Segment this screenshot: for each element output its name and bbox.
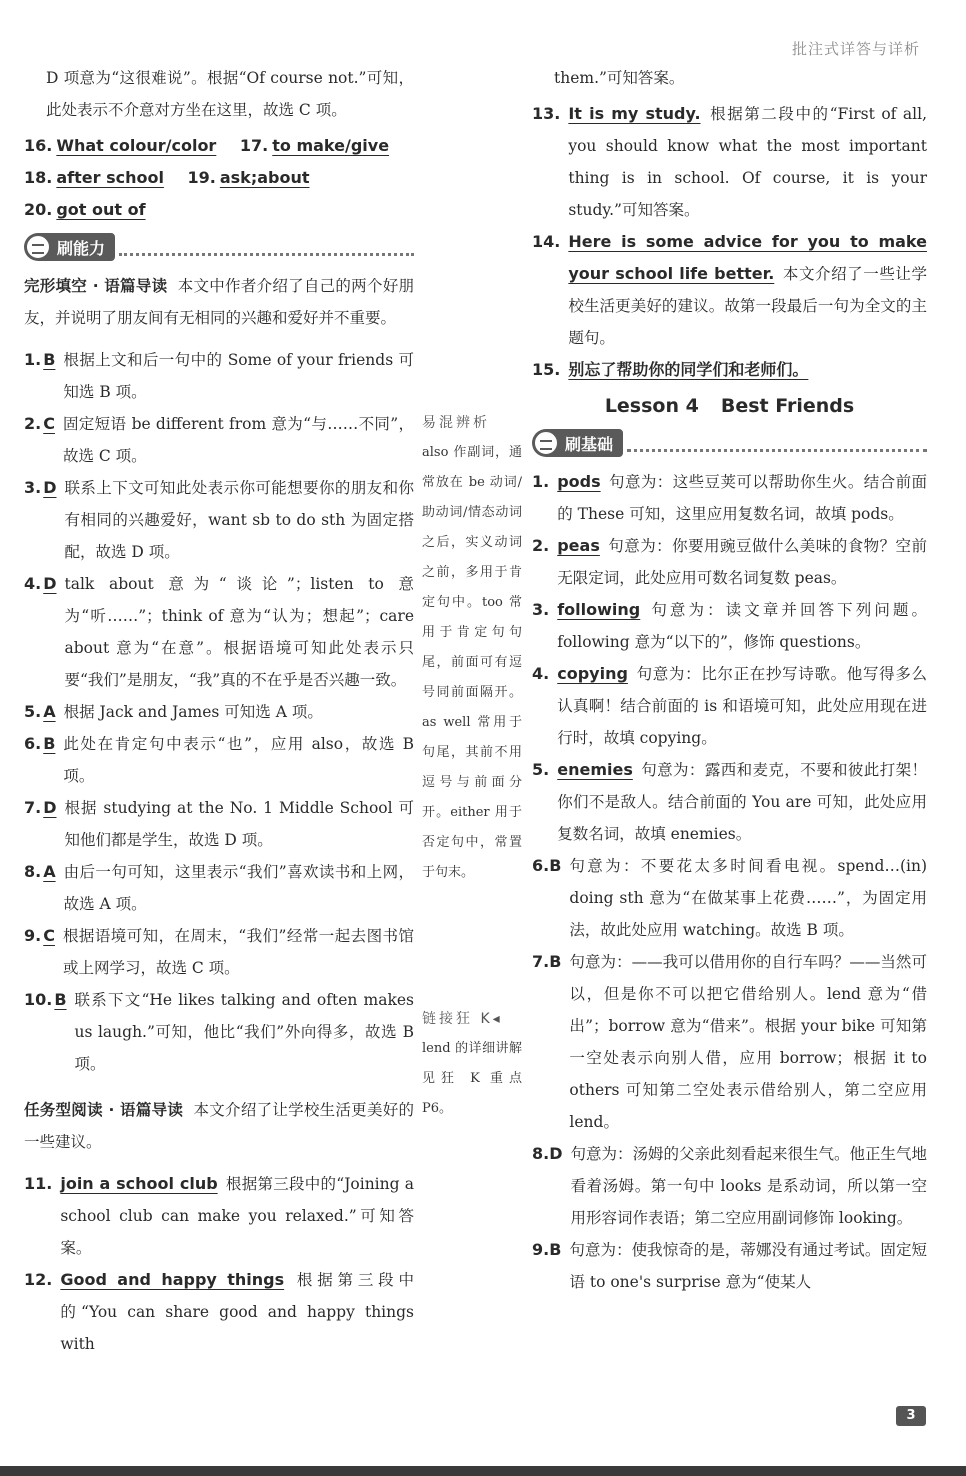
continued-paragraph: them.”可知答案。 xyxy=(554,69,685,87)
list-item: 15. 别忘了帮助你的同学们和老师们。 xyxy=(532,360,809,379)
list-item: 3. following 句意为：读文章并回答下列问题。following 意为“以下的”，修饰 questions。 xyxy=(532,600,927,651)
short-answers xyxy=(24,130,414,226)
cloze-items xyxy=(24,344,414,1080)
list-item: 6.B 句意为：不要花太多时间看电视。spend…(in) doing sth 意为“在做某事上花费……”，为固定用法，故此处应用 watching。故选 B 项。 xyxy=(532,856,927,939)
side-note-title-link: 链接狂 K◂ xyxy=(422,1011,503,1027)
cloze-intro: 完形填空 · 语篇导读 本文中作者介绍了自己的两个好朋友，并说明了朋友间有无相同的兴趣和爱好并不重要。 xyxy=(24,277,414,327)
dotted-rule xyxy=(119,239,414,256)
running-header: 批注式详答与详析 xyxy=(791,40,920,58)
list-item: 1. pods 句意为：这些豆荚可以帮助你生火。结合前面的 These 可知，这里应用复数名词，故填 pods。 xyxy=(532,472,927,523)
section-tag-ability: 刷能力 xyxy=(24,232,414,262)
continued-paragraph: D 项意为“这很难说”。根据“Of course not.”可知，此处表示不介意对方坐在这里，故选 C 项。 xyxy=(46,69,414,119)
right-column xyxy=(532,62,927,1298)
task-items xyxy=(24,1168,414,1360)
answer-17: to make/give xyxy=(272,136,390,155)
list-item: 3. D 联系上下文可知此处表示你可能想要你的朋友和你有相同的兴趣爱好，want sb to do sth 为固定搭配，故选 D 项。 xyxy=(24,478,414,561)
list-item: 7.B 句意为：——我可以借用你的自行车吗？——当然可以，但是你不可以把它借给别人。lend 意为“借出”；borrow 意为“借来”。根据 your bike 可知第一空处表示向别人借，应用 borrow；根据 it to others 可知第二空处表示借给别人，第二空应用 lend。 xyxy=(532,952,927,1131)
list-item: 5. enemies 句意为：露西和麦克，不要和彼此打架！你们不是敌人。结合前面的 You are 可知，此处应用复数名词，故填 enemies。 xyxy=(532,760,927,843)
basic-items xyxy=(532,466,927,1298)
list-item: 4. copying 句意为：比尔正在抄写诗歌。他写得多么认真啊！结合前面的 is 和语境可知，此处应用现在进行时，故填 copying。 xyxy=(532,664,927,747)
list-item: 5. A 根据 Jack and James 可知选 A 项。 xyxy=(24,702,323,721)
section-tag-basic: 刷基础 xyxy=(532,428,927,458)
list-item: 14. Here is some advice for you to make your school life better. 本文介绍了一些让学校生活更美好的建议。故第一段最后一句为全文的主题句。 xyxy=(532,232,927,347)
list-item: 2. peas 句意为：你要用豌豆做什么美味的食物？空前无限定词，此处应用可数名词复数 peas。 xyxy=(532,536,927,587)
answer-16: What colour/color xyxy=(56,136,217,155)
side-note-text: also 作副词，通常放在 be 动词/助动词/情态动词之后，实义动词之前，多用于肯定句中。too 常用于肯定句句尾，前面可有逗号同前面隔开。as well 常用于句尾，其前不用逗号与前面分开。either 用于否定句中，常置于句末。 xyxy=(422,445,522,880)
brush-icon xyxy=(533,430,559,456)
brush-icon xyxy=(25,234,51,260)
list-item: 9.B 句意为：使我惊奇的是，蒂娜没有通过考试。固定短语 to one's surprise 意为“使某人 xyxy=(532,1240,927,1291)
list-item: 11. join a school club 根据第三段中的“Joining a school club can make you relaxed.”可知答案。 xyxy=(24,1174,414,1257)
answer-line: 18. after school 19. ask;about xyxy=(24,168,310,187)
list-item: 9. C 根据语境可知，在周末，“我们”经常一起去图书馆或上网学习，故选 C 项。 xyxy=(24,926,414,977)
answer-20: got out of xyxy=(56,200,146,219)
list-item: 10. B 联系下文“He likes talking and often makes us laugh.”可知，他比“我们”外向得多，故选 B 项。 xyxy=(24,990,414,1073)
task-items-cont xyxy=(532,98,927,386)
side-note-title: 易混辨析 xyxy=(422,415,490,431)
answer-19: ask;about xyxy=(219,168,310,187)
list-item: 2. C 固定短语 be different from 意为“与……不同”，故选 C 项。 xyxy=(24,414,414,465)
task-intro: 任务型阅读 · 语篇导读 本文介绍了让学校生活更美好的一些建议。 xyxy=(24,1101,414,1151)
list-item: 8.D 句意为：汤姆的父亲此刻看起来很生气。他正生气地看着汤姆。第一句中 looks 是系动词，所以第一空用形容词作表语；第二空应用副词修饰 looking。 xyxy=(532,1144,928,1227)
answer-line: 16. What colour/color 17. to make/give xyxy=(24,136,390,155)
page-number: 3 xyxy=(896,1406,926,1426)
list-item: 13. It is my study. 根据第二段中的“First of all, you should know what the most important thing is in school. Of course, it is your study.”可知答案。 xyxy=(532,104,928,219)
answer-line: 20. got out of xyxy=(24,200,146,219)
list-item: 6. B 此处在肯定句中表示“也”，应用 also，故选 B 项。 xyxy=(24,734,414,785)
lesson-title: Lesson 4 Best Friends xyxy=(604,395,855,417)
answer-18: after school xyxy=(56,168,164,187)
dotted-rule xyxy=(627,435,927,452)
list-item: 8. A 由后一句可知，这里表示“我们”喜欢读书和上网，故选 A 项。 xyxy=(24,862,414,913)
list-item: 12. Good and happy things 根据第三段中的“You can share good and happy things with xyxy=(24,1270,414,1353)
list-item: 7. D 根据 studying at the No. 1 Middle School 可知他们都是学生，故选 D 项。 xyxy=(24,798,414,849)
list-item: 1. B 根据上文和后一句中的 Some of your friends 可知选 B 项。 xyxy=(24,350,414,401)
side-note-link-text: lend 的详细讲解见狂 K 重点 P6。 xyxy=(422,1041,522,1116)
side-notes xyxy=(422,412,522,1124)
footer-bar xyxy=(0,1466,966,1476)
left-column xyxy=(24,62,414,1360)
list-item: 4. D talk about 意为“谈论”；listen to 意为“听……”；think of 意为“认为；想起”；care about 意为“在意”。根据语境可知此处表示只要“我们”是朋友，“我”真的不在乎是否兴趣一致。 xyxy=(24,574,414,689)
